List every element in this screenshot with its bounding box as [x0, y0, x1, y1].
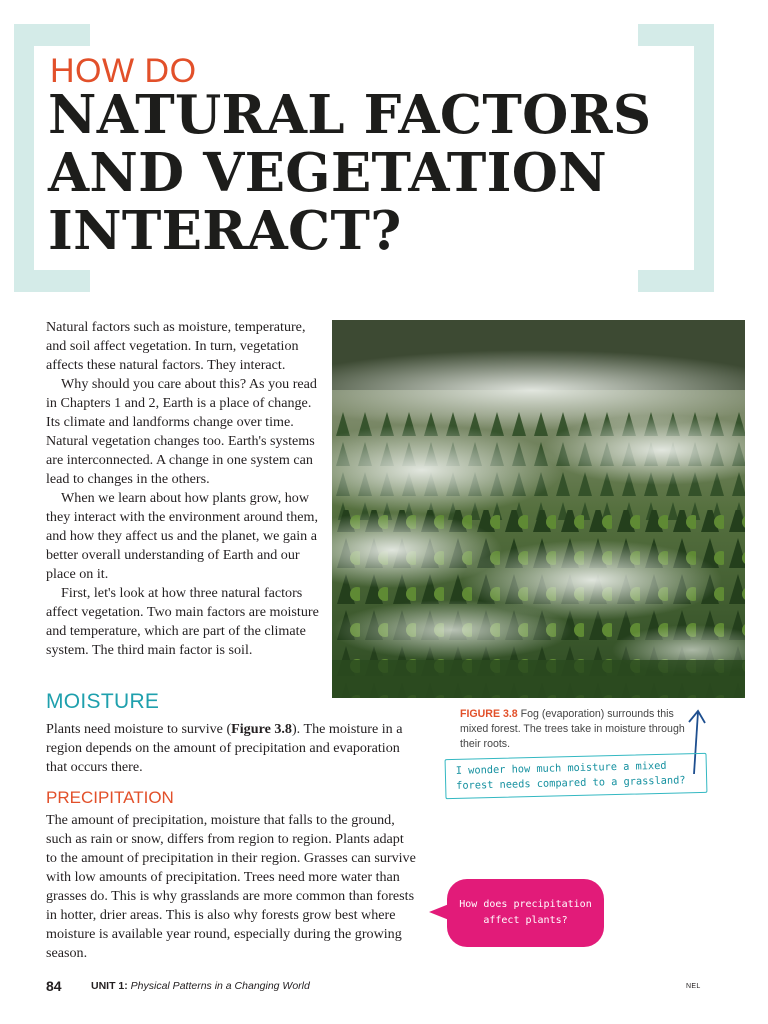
moisture-heading: MOISTURE	[46, 690, 160, 713]
title-line: INTERACT?	[48, 200, 402, 262]
bubble-text: How does precipitation affect plants?	[459, 899, 592, 926]
figure-caption	[460, 707, 690, 752]
intro-paragraph: First, let's look at how three natural factors affect vegetation. Two main factors are moisture and temperature, which are part of the climate system. The third main factor is soil.	[46, 585, 319, 658]
forest-fog-photo	[332, 320, 745, 698]
title-line: NATURAL FACTORS	[48, 84, 652, 146]
unit-title: Physical Patterns in a Changing World	[130, 980, 310, 992]
page-title	[48, 86, 708, 260]
title-kicker: HOW DO	[50, 52, 197, 90]
moisture-paragraph	[46, 720, 406, 777]
unit-label	[91, 980, 310, 992]
intro-text	[46, 318, 322, 660]
publisher-label: NEL	[686, 983, 701, 990]
moisture-text-before: Plants need moisture to survive (	[46, 721, 232, 737]
speech-bubble-tail	[429, 904, 449, 920]
intro-paragraph: When we learn about how plants grow, how they interact with the environment around them, and how they affect us and the planet, we gain a better overall understanding of Earth and our place on it.	[46, 490, 319, 582]
precipitation-paragraph: The amount of precipitation, moisture that falls to the ground, such as rain or snow, differs from region to region. Plants adapt to the amount of precipitation in their region. Grasses can survive with low amounts of precipitation. Trees need more water than grasses do. This is why grasslands are more common than forests in hotter, drier areas. This is also why forests grow best where moisture is available year round, especially during the growing season.	[46, 812, 416, 961]
figure-reference: Figure 3.8	[231, 721, 292, 737]
page-number: 84	[46, 978, 62, 994]
precipitation-heading: PRECIPITATION	[46, 788, 174, 807]
figure-label: FIGURE 3.8	[460, 708, 518, 720]
page-footer	[46, 978, 706, 998]
intro-paragraph: Natural factors such as moisture, temperature, and soil affect vegetation. In turn, vegetation affects these natural factors. They interact.	[46, 319, 306, 373]
moisture-text-after: ). The moisture in a region depends on the amount of precipitation and evaporation that occurs there.	[46, 721, 403, 775]
question-speech-bubble	[447, 879, 604, 947]
unit-label-prefix: UNIT 1:	[91, 980, 128, 992]
intro-paragraph: Why should you care about this? As you read in Chapters 1 and 2, Earth is a place of change. Its climate and landforms change over time. Natural vegetation changes too. Earth's systems are interconnected. A change in one system can lead to changes in the others.	[46, 376, 317, 487]
title-line: AND VEGETATION	[48, 142, 607, 204]
figure-caption-text: Fog (evaporation) surrounds this mixed forest. The trees take in moisture through their roots.	[460, 708, 685, 750]
handwritten-note: I wonder how much moisture a mixed forest needs compared to a grassland?	[445, 753, 708, 799]
